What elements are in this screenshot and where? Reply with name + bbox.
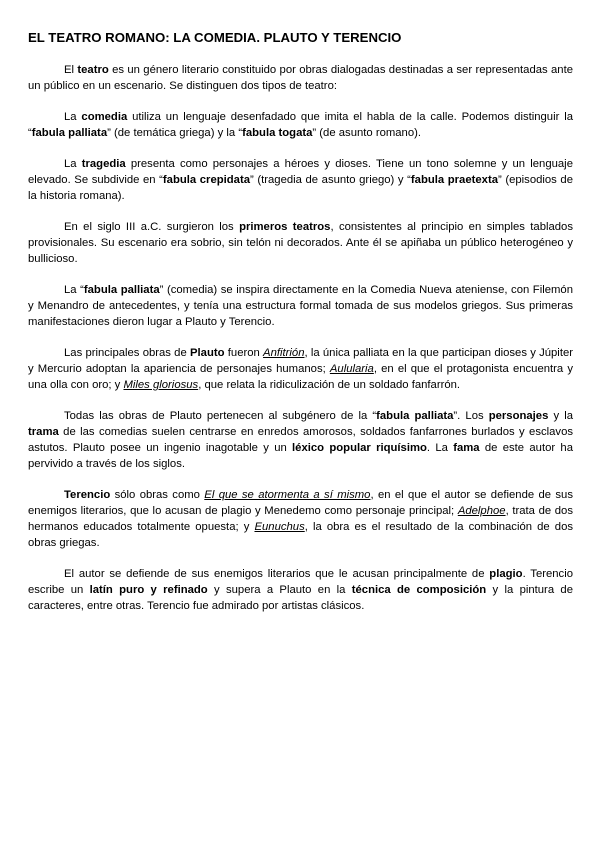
bold-term: fabula crepidata (162, 174, 250, 186)
paragraph (28, 62, 573, 94)
bold-term: teatro (77, 64, 109, 76)
text-run: y la (548, 410, 573, 422)
bold-term: personajes (488, 410, 549, 422)
bold-term: fabula togata (242, 127, 313, 139)
text-run: Las principales obras de (64, 347, 190, 359)
work-title: El que se atormenta a sí mismo (204, 489, 371, 501)
text-run: , la obra es el resultado de la combinación de dos obras griegas. (28, 521, 573, 549)
text-run: sólo obras como (110, 489, 205, 501)
text-run: , trata de dos hermanos educados totalmente opuesta; y (28, 505, 573, 533)
bold-term: Terencio (64, 489, 111, 501)
paragraph (28, 345, 573, 393)
paragraph (28, 282, 573, 330)
text-run: La “ (64, 284, 84, 296)
text-run: de este autor ha pervivido a través de los siglos. (28, 442, 573, 470)
text-run: Todas las obras de Plauto pertenecen al subgénero de la “ (64, 410, 377, 422)
text-run: , que relata la ridiculización de un soldado fanfarrón. (198, 379, 461, 391)
text-run: utiliza un lenguaje desenfadado que imita el habla de la calle. Podemos distinguir la “ (28, 111, 573, 139)
paragraph (28, 109, 573, 141)
text-run: , en el que el autor se defiende de sus enemigos literarios, que lo acusan de plagio y Menedemo como personaje principal; (28, 489, 573, 517)
text-run: La (64, 158, 82, 170)
text-run: ” (episodios de la historia romana). (28, 174, 573, 202)
text-run: fueron (224, 347, 264, 359)
text-run: ” (comedia) se inspira directamente en la Comedia Nueva ateniense, con Filemón y Menandro de antecedentes, y tenía una estructura formal tomada de sus modelos griegos. Sus primeras manifestaciones dieron lugar a Plauto y Terencio. (28, 284, 573, 328)
text-run: , la única palliata en la que participan dioses y Júpiter y Mercurio adoptan la apariencia de personajes humanos; (28, 347, 573, 375)
page-title: EL TEATRO ROMANO: LA COMEDIA. PLAUTO Y TERENCIO (28, 30, 402, 45)
paragraph (28, 487, 573, 551)
bold-term: trama (28, 426, 59, 438)
bold-term: latín puro y refinado (89, 584, 208, 596)
work-title: Anfitrión (263, 347, 305, 359)
text-run: ” (de temática griega) y la “ (107, 127, 243, 139)
text-run: y supera a Plauto en la (207, 584, 352, 596)
paragraph (28, 219, 573, 267)
bold-term: plagio (489, 568, 523, 580)
bold-term: fabula praetexta (410, 174, 498, 186)
text-run: ”. Los (453, 410, 489, 422)
text-run: ” (de asunto romano). (312, 127, 422, 139)
bold-term: fabula palliata (376, 410, 454, 422)
text-run: presenta como personajes a héroes y dioses. Tiene un tono solemne y un lenguaje elevado. Se subdivide en “ (28, 158, 573, 186)
text-run: es un género literario constituido por obras dialogadas destinadas a ser representadas ante un público en un escenario. Se distinguen dos tipos de teatro: (28, 64, 573, 92)
text-run: El autor se defiende de sus enemigos literarios que le acusan principalmente de (64, 568, 490, 580)
bold-term: comedia (81, 111, 128, 123)
bold-term: fama (453, 442, 480, 454)
text-run: La (64, 111, 82, 123)
bold-term: tragedia (81, 158, 126, 170)
document-body (28, 62, 573, 629)
text-run: y la pintura de caracteres, entre otras. Terencio fue admirado por artistas clásicos. (28, 584, 573, 612)
bold-term: fabula palliata (83, 284, 160, 296)
text-run: En el siglo III a.C. surgieron los (64, 221, 240, 233)
bold-term: fabula palliata (31, 127, 108, 139)
text-run: , en el que el protagonista encuentra y una olla con oro; y (28, 363, 573, 391)
work-title: Eunuchus (254, 521, 305, 533)
paragraph (28, 566, 573, 614)
paragraph (28, 408, 573, 472)
text-run: . Terencio escribe un (28, 568, 573, 596)
text-run: . La (426, 442, 454, 454)
text-run: de las comedias suelen centrarse en enredos amorosos, soldados fanfarrones burlados y esclavos astutos. Plauto posee un ingenio inagotable y un (28, 426, 573, 454)
work-title: Aulularia (329, 363, 374, 375)
bold-term: Plauto (190, 347, 225, 359)
paragraph (28, 156, 573, 204)
work-title: Adelphoe (457, 505, 506, 517)
bold-term: técnica de composición (351, 584, 487, 596)
bold-term: léxico popular riquísimo (292, 442, 427, 454)
text-run: ” (tragedia de asunto griego) y “ (250, 174, 411, 186)
work-title: Miles gloriosus (123, 379, 199, 391)
bold-term: primeros teatros (239, 221, 331, 233)
text-run: , consistentes al principio en simples tablados provisionales. Su escenario era sobrio, sin telón ni decorados. Ante él se apiñaba un público heterogéneo y bullicioso. (28, 221, 573, 265)
text-run: El (64, 64, 78, 76)
